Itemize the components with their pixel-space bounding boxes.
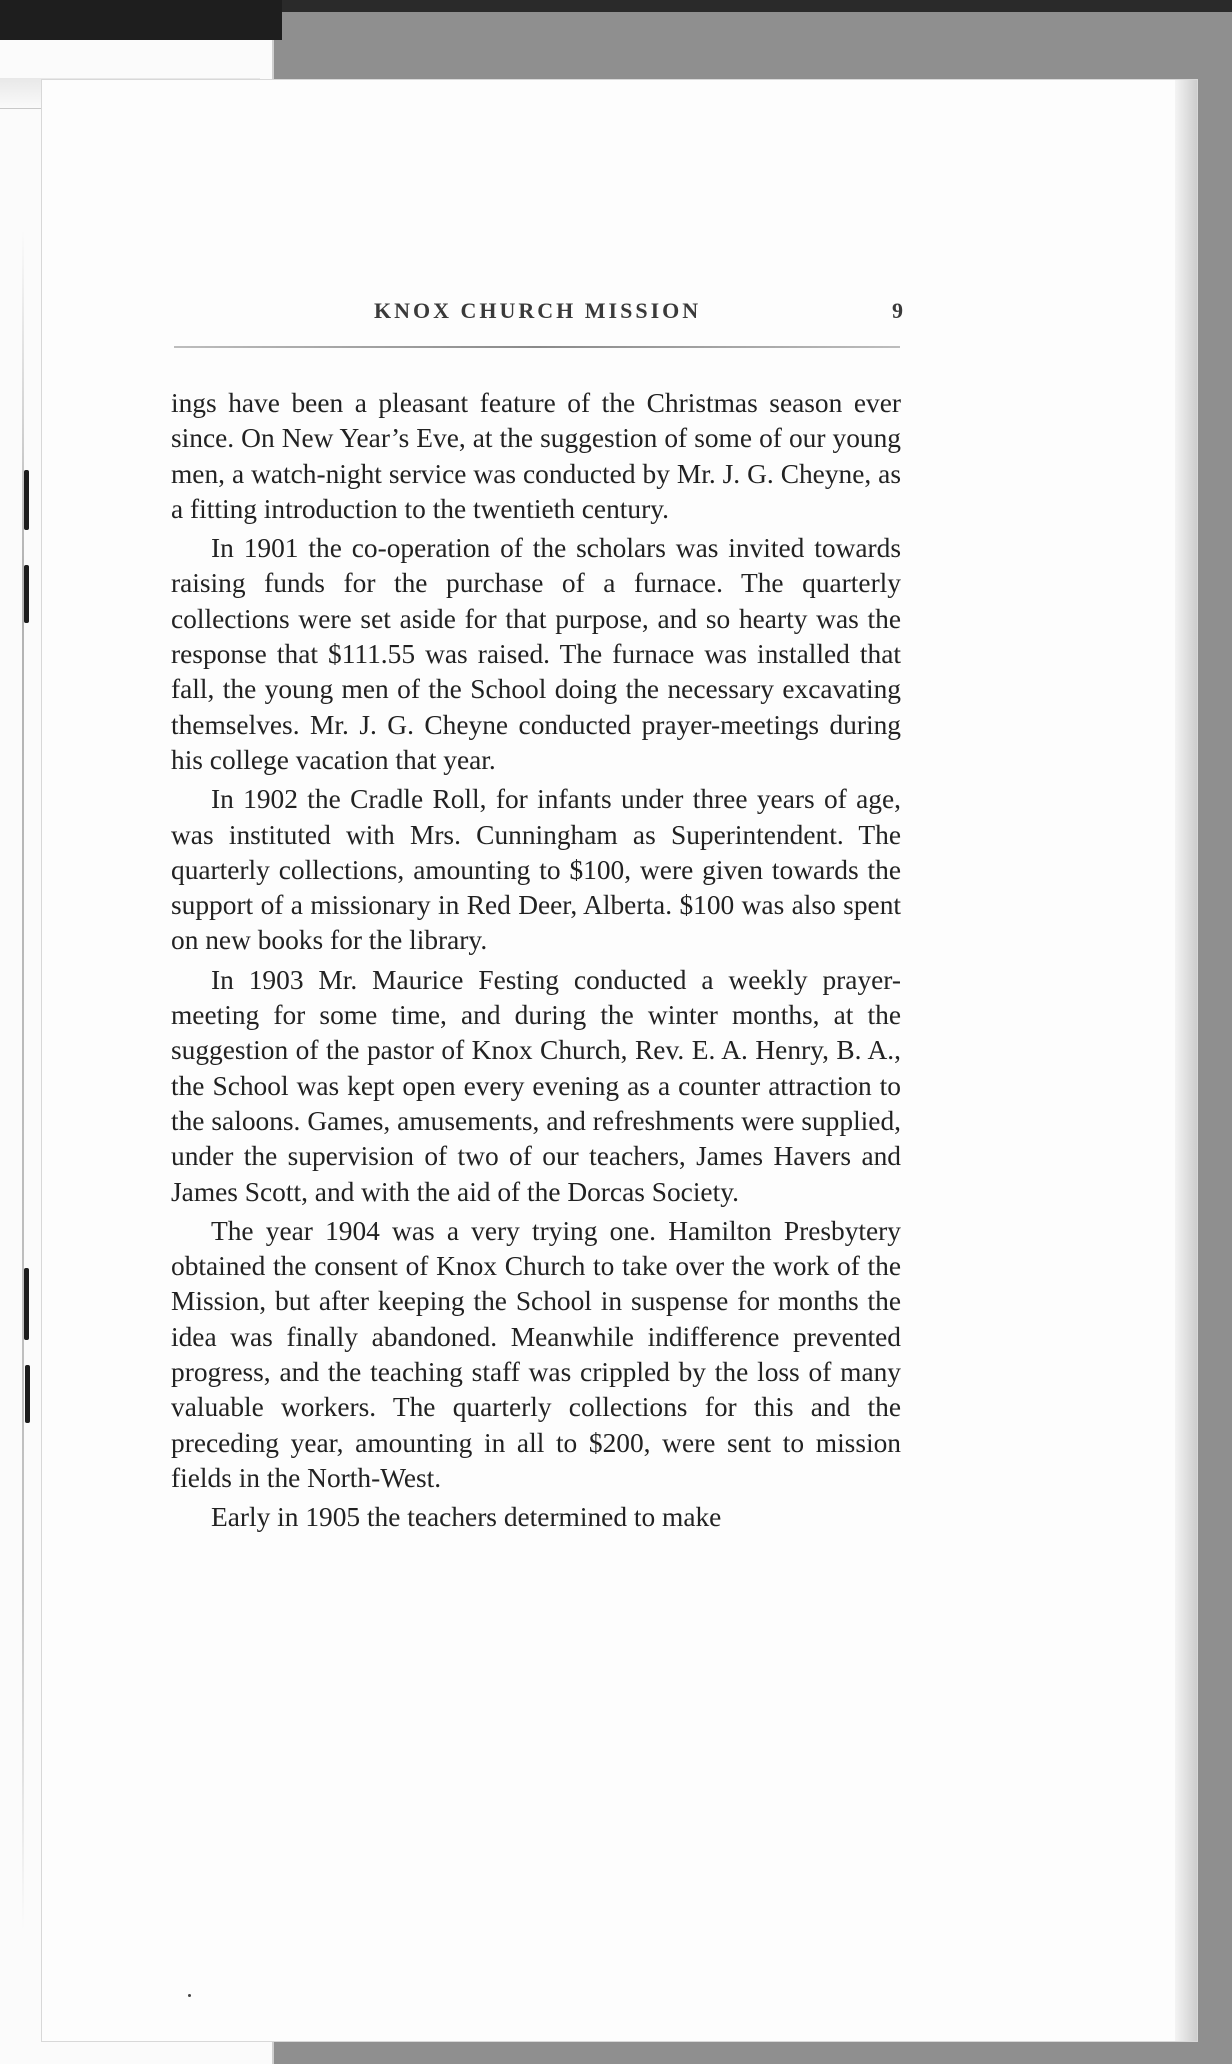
paragraph: In 1903 Mr. Maurice Festing conducted a weekly prayer-meeting for some time, and during the winter months, at the suggestion of the pastor of Knox Church, Rev. E. A. Henry, B. A., the School was kept open every evening as a counter attraction to the saloons. Games, amusements, and refreshments were supplied, under the supervision of two of our teachers, James Havers and James Scott, and with the aid of the Dorcas Society. bbox=[171, 964, 901, 1207]
paragraph: The year 1904 was a very trying one. Hamilton Presbytery obtained the consent of Knox Church to take over the work of the Mission, but after keeping the School in suspense for months the idea was finally abandoned. Meanwhile indifference prevented progress, and the teaching staff was crippled by the loss of many valuable workers. The quarterly collections for this and the preceding year, amounting in all to $200, were sent to mission fields in the North-West. bbox=[171, 1215, 901, 1493]
scanner-corner bbox=[0, 0, 282, 40]
paragraph: In 1902 the Cradle Roll, for infants under three years of age, was instituted with Mrs. Cunningham as Superintendent. The quarterly collections, amounting to $100, were given towards the support of a missionary in Red Deer, Alberta. $100 was also spent on new books for the library. bbox=[171, 784, 901, 956]
page-number: 9 bbox=[892, 298, 903, 323]
running-head bbox=[0, 298, 1232, 328]
binding-mark bbox=[25, 1365, 30, 1423]
body-text bbox=[171, 386, 901, 1536]
page-edge-shadow bbox=[1175, 80, 1197, 2041]
paragraph: Early in 1905 the teachers determined to make bbox=[211, 1502, 722, 1533]
binding-mark bbox=[24, 470, 29, 530]
page-speck bbox=[188, 1994, 191, 1997]
binding-mark bbox=[24, 565, 29, 623]
header-rule bbox=[174, 346, 900, 348]
paragraph: In 1901 the co-operation of the scholars was invited towards raising funds for the purchase of a furnace. The quarterly collections were set aside for that purpose, and so hearty was the response that $111.55 was raised. The furnace was installed that fall, the young men of the School doing the necessary excavating themselves. Mr. J. G. Cheyne conducted prayer-meetings during his college vacation that year. bbox=[171, 533, 901, 775]
running-title: KNOX CHURCH MISSION bbox=[374, 298, 702, 323]
binding-mark bbox=[24, 1268, 29, 1340]
paragraph: ings have been a pleasant feature of the Christmas season ever since. On New Year’s Eve, at the suggestion of some of our young men, a watch-night service was conducted by Mr. J. G. Cheyne, as a fitting introduction to the twentieth century. bbox=[171, 388, 901, 524]
